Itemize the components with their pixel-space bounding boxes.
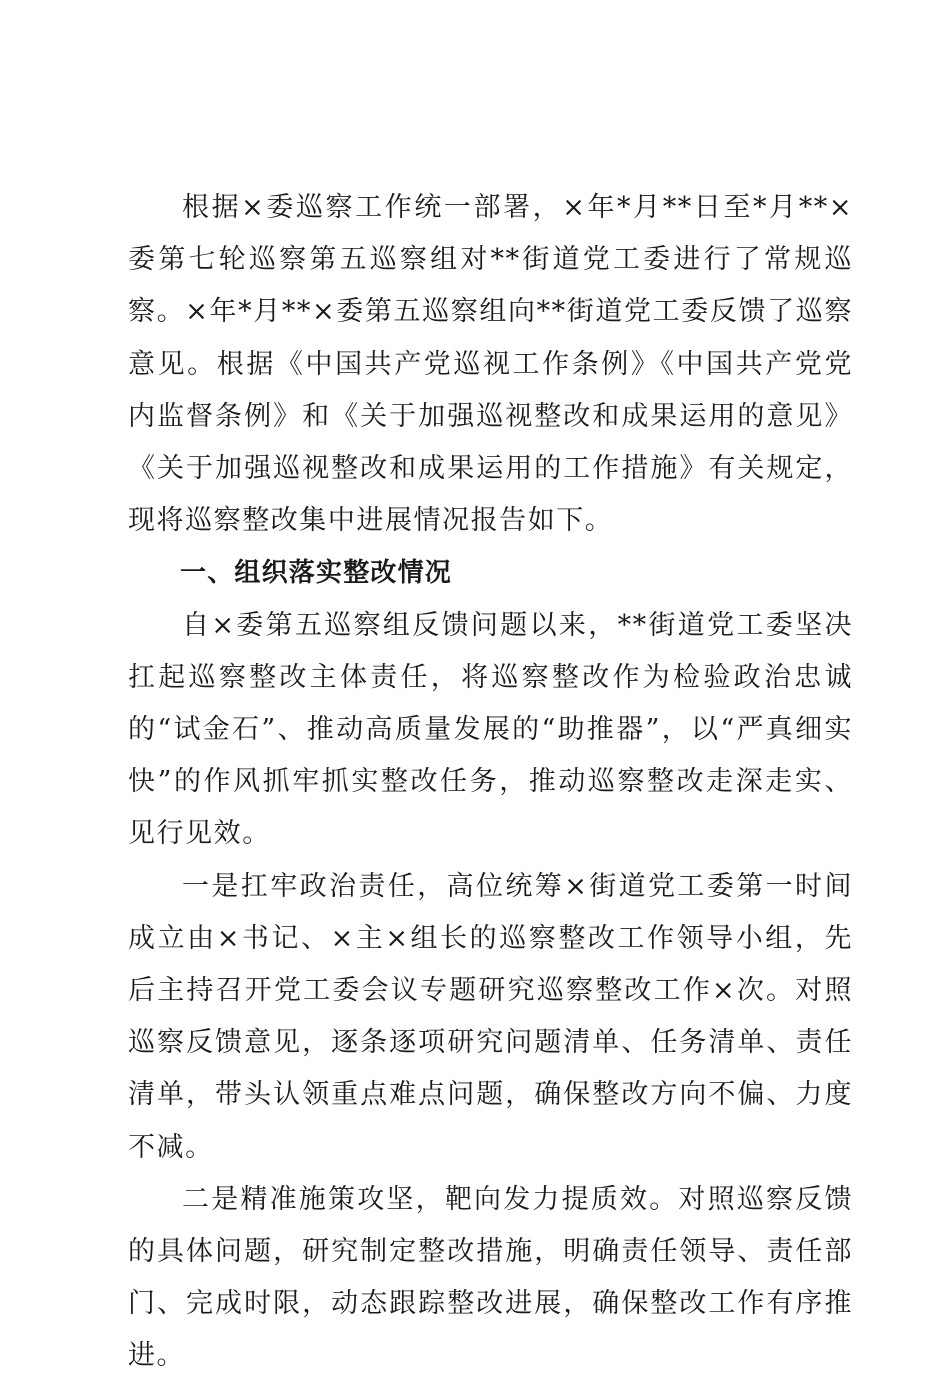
document-body	[128, 182, 853, 1383]
section-paragraph-3: 二是精准施策攻坚，靶向发力提质效。对照巡察反馈的具体问题，研究制定整改措施，明确责任领导、责任部门、完成时限，动态跟踪整改进展，确保整改工作有序推进。	[128, 1183, 853, 1372]
section-heading: 一、组织落实整改情况	[180, 558, 453, 589]
intro-paragraph: 根据×委巡察工作统一部署，×年*月**日至*月**×委第七轮巡察第五巡察组对**街道党工委进行了常规巡察。×年*月**×委第五巡察组向**街道党工委反馈了巡察意见。根据《中国共产党巡视工作条例》《中国共产党党内监督条例》和《关于加强巡视整改和成果运用的意见》《关于加强巡视整改和成果运用的工作措施》有关规定，现将巡察整改集中进展情况报告如下。	[128, 192, 853, 537]
section-paragraph-1: 自×委第五巡察组反馈问题以来，**街道党工委坚决扛起巡察整改主体责任，将巡察整改作为检验政治忠诚的“试金石”、推动高质量发展的“助推器”，以“严真细实快”的作风抓牢抓实整改任务，推动巡察整改走深走实、见行见效。	[128, 609, 853, 850]
section-paragraph-2: 一是扛牢政治责任，高位统筹×街道党工委第一时间成立由×书记、×主×组长的巡察整改工作领导小组，先后主持召开党工委会议专题研究巡察整改工作×次。对照巡察反馈意见，逐条逐项研究问题清单、任务清单、责任清单，带头认领重点难点问题，确保整改方向不偏、力度不减。	[128, 870, 853, 1163]
